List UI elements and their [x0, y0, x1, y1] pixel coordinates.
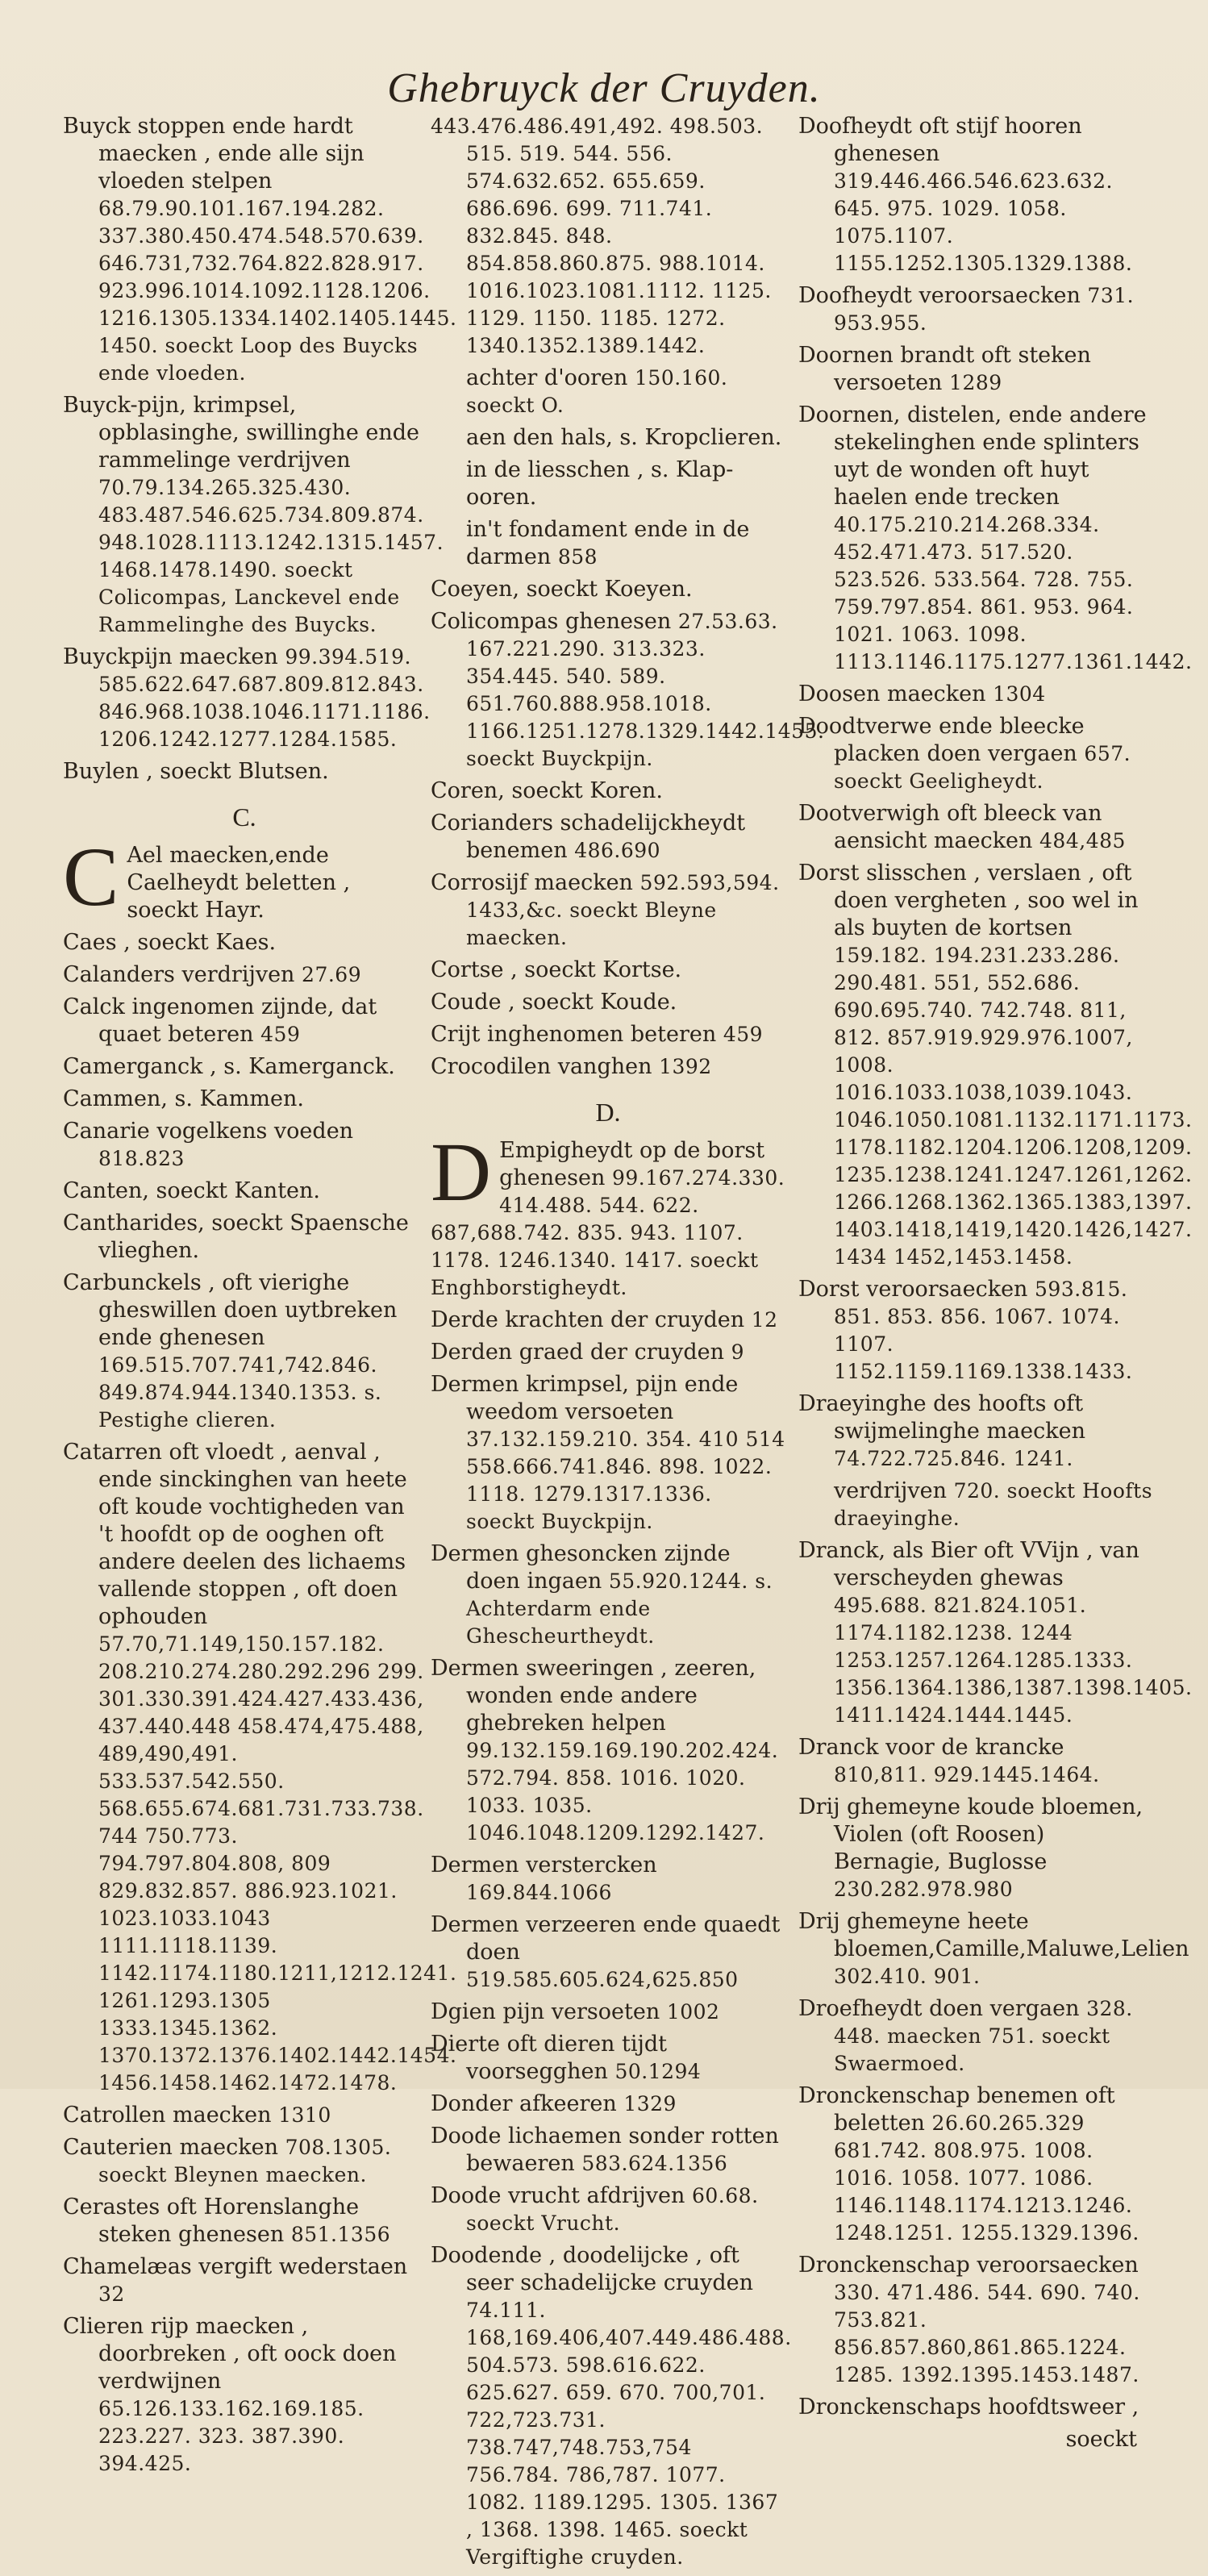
- drop-cap-c: C: [63, 831, 119, 923]
- entry-page-refs: 27.53.63. 167.221.290. 313.323. 354.445. 540. 589. 651.760.888.958.1018. 1166.1251.1278.1329.1442.1455. soeckt Buyckpijn.: [466, 610, 825, 770]
- entry-page-refs: 40.175.210.214.268.334. 452.471.473. 517.520. 523.526. 533.564. 728. 755. 759.797.854. 861. 953. 964. 1021. 1063. 1098. 1113.1146.1175.1277.1361.1442.: [834, 513, 1193, 673]
- entry-text: Doofheydt veroorsaecken: [798, 283, 1081, 308]
- index-entry-draeyinghe: [798, 1390, 1153, 1473]
- entry-text: Drij ghemeyne koude bloemen, Violen (oft Roosen) Bernagie, Buglosse: [798, 1794, 1143, 1874]
- entry-page-refs: 851.1356: [290, 2223, 391, 2246]
- entry-text: Doornen, distelen, ende andere stekelinghen ende splinters uyt de wonden oft huyt haelen ende trecken: [798, 402, 1147, 510]
- entry-text: Cerastes oft Horenslanghe steken ghenesen: [63, 2195, 360, 2247]
- entry-text: Dronckenschap veroorsaecken: [798, 2253, 1139, 2278]
- entry-page-refs: 592.593,594. 1433,&c. soeckt Bleyne maecken.: [466, 871, 780, 949]
- entry-text: Dorst slisschen , verslaen , oft doen vergheten , soo wel in als buyten de kortsen: [798, 861, 1139, 940]
- entry-page-refs: 708.1305. soeckt Bleynen maecken.: [98, 2136, 392, 2186]
- entry-page-refs: 330. 471.486. 544. 690. 740. 753.821. 856.857.860,861.865.1224. 1285. 1392.1395.1453.1487.: [834, 2281, 1140, 2386]
- entry-text: Dronckenschap benemen oft beletten: [798, 2083, 1115, 2136]
- index-entry-dranck-krancke: [798, 1734, 1153, 1789]
- entry-page-refs: 495.688. 821.824.1051. 1174.1182.1238. 1244 1253.1257.1264.1285.1333. 1356.1364.1386,1387.1398.1405. 1411.1424.1444.1445.: [834, 1594, 1193, 1727]
- index-entry-cauterien: [63, 2134, 426, 2189]
- index-entry-clieren: [63, 2313, 426, 2478]
- entry-page-refs: 74.722.725.846. 1241.: [834, 1447, 1073, 1470]
- index-entry-aen-den-hals: [431, 424, 785, 452]
- entry-page-refs: 810,811. 929.1445.1464.: [834, 1763, 1100, 1786]
- entry-page-refs: 731. 953.955.: [834, 284, 1135, 335]
- entry-page-refs: 657. soeckt Geeligheydt.: [834, 742, 1131, 793]
- entry-text: Dronckenschaps hoofdtsweer ,: [798, 2395, 1139, 2420]
- page-header: Ghebruyck der Cruyden.: [387, 65, 821, 111]
- index-entry-doornen-brandt: [798, 342, 1153, 397]
- index-entry-in-de-liesschen: [431, 456, 785, 511]
- entry-page-refs: 26.60.265.329 681.742. 808.975. 1008. 1016. 1058. 1077. 1086. 1146.1148.1174.1213.1246. 1248.1251. 1255.1329.1396.: [834, 2111, 1139, 2245]
- index-entry-dgien: [431, 1999, 785, 2026]
- entry-page-refs: 99.394.519. 585.622.647.687.809.812.843. 846.968.1038.1046.1171.1186. 1206.1242.1277.1284.1585.: [98, 645, 431, 751]
- index-entry-doode-lichaemen: [431, 2123, 785, 2178]
- entry-text: Draeyinghe des hoofts oft swijmelinghe maecken: [798, 1391, 1085, 1444]
- entry-text: Caes , soeckt Kaes.: [63, 930, 277, 955]
- entry-page-refs: 55.920.1244. s. Achterdarm ende Ghescheurtheydt.: [466, 1569, 773, 1648]
- entry-text: Cantharides, soeckt Spaensche vlieghen.: [63, 1211, 409, 1263]
- index-entry-buylen: [63, 758, 426, 786]
- index-entry-calck: [63, 994, 426, 1048]
- entry-text: Catrollen maecken: [63, 2103, 272, 2128]
- index-column-3: [798, 113, 1193, 2453]
- index-entry-dermen-sweeringen: [431, 1655, 785, 1847]
- entry-page-refs: 1329: [623, 2092, 677, 2115]
- index-entry-doosen: [798, 681, 1153, 708]
- entry-text: Empigheydt op de borst ghenesen: [499, 1138, 765, 1190]
- index-entry-carbunckels: [63, 1269, 426, 1434]
- index-entry-doofheydt-veroorsaecken: [798, 282, 1153, 337]
- entry-page-refs: 858: [557, 545, 598, 569]
- entry-text: Buyck stoppen ende hardt maecken , ende alle sijn vloeden stelpen: [63, 114, 364, 194]
- catchword: soeckt: [1065, 2427, 1137, 2452]
- entry-text: Doodtverwe ende bleecke placken doen vergaen: [798, 714, 1085, 766]
- entry-text: Cammen, s. Kammen.: [63, 1086, 304, 1111]
- index-entry-achter: [431, 365, 785, 419]
- entry-page-refs: 9: [731, 1340, 744, 1364]
- index-entry-dierte: [431, 2031, 785, 2086]
- entry-text: Derden graed der cruyden: [431, 1340, 724, 1365]
- index-entry-draeyinghe-sub: [798, 1478, 1153, 1532]
- index-entry-dempigheydt: [431, 1126, 785, 1302]
- index-entry-cantharides: [63, 1210, 426, 1265]
- index-entry-buyck-pijn: [63, 392, 444, 639]
- entry-page-refs: 50.1294: [614, 2060, 702, 2083]
- entry-text: Doosen maecken: [798, 682, 986, 707]
- index-entry-caes: [63, 929, 426, 957]
- index-column-1: [63, 113, 457, 2482]
- entry-text: Ael maecken,ende Caelheydt beletten , soeckt Hayr.: [127, 843, 351, 923]
- index-entry-derden-graed: [431, 1339, 785, 1366]
- entry-page-refs: 27.69: [302, 963, 362, 986]
- index-entry-donder: [431, 2090, 785, 2118]
- index-entry-crocodilen: [431, 1053, 785, 1081]
- index-entry-camerganck: [63, 1053, 426, 1081]
- entry-text: Canarie vogelkens voeden: [63, 1119, 354, 1144]
- entry-page-refs: 1304: [993, 682, 1046, 706]
- entry-text: Dorst veroorsaecken: [798, 1277, 1028, 1302]
- entry-text: Corianders schadelijckheydt benemen: [431, 811, 746, 863]
- entry-text: Dermen verstercken: [431, 1853, 657, 1878]
- entry-text: Coeyen, soeckt Koeyen.: [431, 577, 693, 602]
- entry-text: verdrijven: [834, 1478, 947, 1503]
- entry-page-refs: 519.585.605.624,625.850: [466, 1968, 739, 1991]
- index-entry-cael: [63, 831, 426, 924]
- entry-page-refs: 720. soeckt Hoofts draeyinghe.: [834, 1479, 1153, 1530]
- entry-text: Dgien pijn versoeten: [431, 1999, 660, 2024]
- entry-text: Colicompas ghenesen: [431, 609, 672, 634]
- section-heading-c: C.: [232, 802, 256, 832]
- entry-text: aen den hals, s. Kropclieren.: [466, 425, 782, 450]
- entry-text: Buylen , soeckt Blutsen.: [63, 759, 329, 784]
- entry-text: Cauterien maecken: [63, 2135, 278, 2160]
- entry-page-refs: 32: [98, 2282, 125, 2306]
- entry-page-refs: 583.624.1356: [581, 2152, 728, 2175]
- index-entry-drij-koude: [798, 1794, 1153, 1903]
- index-entry-dranck: [798, 1537, 1193, 1729]
- index-entry-dronckenschap-benemen: [798, 2082, 1153, 2247]
- index-entry-cortse: [431, 957, 785, 984]
- index-entry-dermen-krimpsel: [431, 1371, 785, 1536]
- index-entry-coeyen: [431, 576, 785, 603]
- index-entry-calanders: [63, 961, 426, 989]
- entry-page-refs: 65.126.133.162.169.185. 223.227. 323. 387.390. 394.425.: [98, 2397, 364, 2475]
- entry-page-refs: 57.70,71.149,150.157.182. 208.210.274.280.292.296 299. 301.330.391.424.427.433.436, 437.440.448 458.474,475.488, 489,490,491. 533.537.542.550. 568.655.674.681.731.733.738. 744 750.773. 794.797.804.808, 809 829.832.857. 886.923.1021. 1023.1033.1043 1111.1118.1139. 1142.1174.1180.1211,1212.1241. 1261.1293.1305 1333.1345.1362. 1370.1372.1376.1402.1442.1454. 1456.1458.1462.1472.1478.: [98, 1632, 457, 2095]
- entry-text: Doode lichaemen sonder rotten bewaeren: [431, 2124, 779, 2176]
- entry-page-refs: 486.690: [574, 839, 661, 862]
- index-entry-droefheydt: [798, 1995, 1153, 2078]
- entry-text: Carbunckels , oft vierighe gheswillen doen uytbreken ende ghenesen: [63, 1270, 398, 1350]
- index-entry-dermen-verzeeren: [431, 1911, 785, 1994]
- index-entry-corianders: [431, 810, 785, 865]
- index-entry-doodende: [431, 2242, 792, 2571]
- entry-page-refs: 230.282.978.980: [834, 1878, 1014, 1901]
- index-entry-catrollen: [63, 2102, 426, 2129]
- drop-cap-d: D: [431, 1126, 492, 1219]
- entry-text: Dranck, als Bier oft VVijn , van verscheyden ghewas: [798, 1538, 1139, 1590]
- entry-text: Crijt inghenomen beteren: [431, 1022, 717, 1047]
- index-entry-doornen-distelen: [798, 402, 1193, 676]
- entry-text: Corrosijf maecken: [431, 870, 633, 895]
- index-entry-canarie: [63, 1118, 426, 1173]
- entry-text: Dermen krimpsel, pijn ende weedom versoeten: [431, 1372, 739, 1424]
- index-entry-dorst-slisschen: [798, 860, 1193, 1271]
- entry-text: Canten, soeckt Kanten.: [63, 1178, 320, 1203]
- entry-text: Doode vrucht afdrijven: [431, 2183, 685, 2208]
- entry-page-refs: 70.79.134.265.325.430. 483.487.546.625.734.809.874. 948.1028.1113.1242.1315.1457. 1468.1478.1490. soeckt Colicompas, Lanckevel ende Rammelinghe des Buycks.: [98, 476, 444, 636]
- index-entry-dronckenschap-veroorsaecken: [798, 2252, 1153, 2389]
- index-entry-cerastes: [63, 2194, 426, 2249]
- entry-text: Buyck-pijn, krimpsel, opblasinghe, swillinghe ende rammelinge verdrijven: [63, 393, 420, 473]
- index-entry-dronckenschaps: [798, 2394, 1153, 2421]
- entry-text: Calck ingenomen zijnde, dat quaet beteren: [63, 994, 377, 1047]
- entry-text: in de liesschen , s. Klap-ooren.: [466, 457, 734, 510]
- entry-text: Derde krachten der cruyden: [431, 1307, 745, 1332]
- entry-text: Donder afkeeren: [431, 2091, 617, 2116]
- entry-text: Coude , soeckt Koude.: [431, 990, 677, 1015]
- entry-text: Camerganck , s. Kamerganck.: [63, 1054, 395, 1079]
- entry-text: Dermen ghesoncken zijnde doen ingaen: [431, 1541, 731, 1594]
- entry-page-refs: 818.823: [98, 1147, 185, 1170]
- entry-page-refs: 37.132.159.210. 354. 410 514 558.666.741.846. 898. 1022. 1118. 1279.1317.1336. soeckt Buyckpijn.: [466, 1428, 785, 1533]
- entry-text: Crocodilen vanghen: [431, 1054, 652, 1079]
- index-entry-chamelaeas: [63, 2253, 426, 2308]
- index-entry-dootverwigh: [798, 800, 1153, 855]
- entry-page-refs: 99.167.274.330. 414.488. 544. 622. 687,688.742. 835. 943. 1107. 1178. 1246.1340. 1417. soeckt Enghborstigheydt.: [431, 1166, 785, 1299]
- index-entry-coude: [431, 989, 785, 1016]
- entry-text: Doodende , doodelijcke , oft seer schadelijcke cruyden: [431, 2243, 754, 2295]
- entry-text: Dermen sweeringen , zeeren, wonden ende andere ghebreken helpen: [431, 1656, 756, 1736]
- entry-text: Dootverwigh oft bleeck van aensicht maecken: [798, 801, 1102, 853]
- entry-text: Buyckpijn maecken: [63, 644, 278, 669]
- entry-page-refs: 593.815. 851. 853. 856. 1067. 1074. 1107. 1152.1159.1169.1338.1433.: [834, 1278, 1133, 1383]
- index-entry-cammen: [63, 1086, 426, 1113]
- section-heading-d: D.: [595, 1098, 621, 1127]
- entry-page-refs: 12: [751, 1308, 778, 1332]
- entry-text: Dermen verzeeren ende quaedt doen: [431, 1912, 781, 1965]
- index-entry-coren: [431, 777, 785, 805]
- index-entry-int-fondament: [431, 516, 785, 571]
- entry-page-refs: 328. 448. maecken 751. soeckt Swaermoed.: [834, 1997, 1133, 2075]
- entry-page-refs: 302.410. 901.: [834, 1965, 981, 1988]
- index-entry-dermen-verstercken: [431, 1852, 785, 1907]
- index-entry-colicompas: [431, 608, 825, 773]
- index-entry-doode-vrucht: [431, 2182, 785, 2237]
- index-entry-dorst-veroorsaecken: [798, 1276, 1153, 1386]
- index-entry-crijt: [431, 1021, 785, 1048]
- entry-text: Chamelæas vergift wederstaen: [63, 2254, 408, 2279]
- entry-text: Dranck voor de krancke: [798, 1735, 1064, 1760]
- entry-page-refs: 159.182. 194.231.233.286. 290.481. 551, 552.686. 690.695.740. 742.748. 811, 812. 857.919.929.976.1007, 1008. 1016.1033.1038,1039.1043. 1046.1050.1081.1132.1171.1173. 1178.1182.1204.1206.1208,1209. 1235.1238.1241.1247.1261,1262. 1266.1268.1362.1365.1383,1397. 1403.1418,1419,1420.1426,1427. 1434 1452,1453.1458.: [834, 944, 1193, 1269]
- index-entry-dermen-ghesoncken: [431, 1540, 785, 1650]
- entry-page-refs: 1002: [666, 2000, 720, 2024]
- entry-page-refs: 169.844.1066: [466, 1881, 612, 1904]
- entry-page-refs: 1310: [278, 2103, 331, 2127]
- entry-page-refs: 1392: [659, 1055, 712, 1078]
- entry-text: Cortse , soeckt Kortse.: [431, 957, 682, 982]
- entry-text: Clieren rijp maecken , doorbreken , oft oock doen verdwijnen: [63, 2314, 397, 2394]
- index-entry-buyck-stoppen: [63, 113, 457, 387]
- entry-page-refs: 459: [723, 1023, 764, 1046]
- continued-refs: 443.476.486.491,492. 498.503. 515. 519. 544. 556. 574.632.652. 655.659. 686.696. 699. 711.741. 832.845. 848. 854.858.860.875. 988.1014. 1016.1023.1081.1112. 1125. 1129. 1150. 1185. 1272. 1340.1352.1389.1442.: [431, 115, 772, 357]
- index-entry-corrosijf: [431, 869, 785, 952]
- index-entry-buyckpijn-maecken: [63, 644, 431, 753]
- entry-page-refs: 68.79.90.101.167.194.282. 337.380.450.474.548.570.639. 646.731,732.764.822.828.917. 923.996.1014.1092.1128.1206. 1216.1305.1334.1402.1405.1445. 1450. soeckt Loop des Buycks ende vloeden.: [98, 197, 457, 385]
- index-entry-catarren: [63, 1439, 457, 2097]
- index-entry-drij-heete: [798, 1908, 1189, 1990]
- entry-page-refs: 459: [260, 1023, 301, 1046]
- index-entry-derde-krachten: [431, 1307, 785, 1334]
- entry-page-refs: 60.68. soeckt Vrucht.: [466, 2184, 759, 2235]
- entry-text: Doofheydt oft stijf hooren ghenesen: [798, 114, 1082, 166]
- entry-page-refs: 484,485: [1039, 829, 1126, 852]
- entry-text: Doornen brandt oft steken versoeten: [798, 343, 1091, 395]
- index-entry-canten: [63, 1178, 426, 1205]
- entry-text: achter d'ooren: [466, 365, 628, 390]
- index-column-2: [431, 113, 825, 2576]
- entry-page-refs: 169.515.707.741,742.846. 849.874.944.1340.1353. s. Pestighe clieren.: [98, 1353, 382, 1432]
- entry-text: Droefheydt doen vergaen: [798, 1996, 1080, 2021]
- entry-text: Drij ghemeyne heete bloemen,Camille,Maluwe,Lelien: [798, 1909, 1189, 1961]
- entry-page-refs: 1289: [949, 371, 1002, 394]
- entry-text: Coren, soeckt Koren.: [431, 778, 663, 803]
- entry-text: in't fondament ende in de darmen: [466, 517, 750, 569]
- entry-text: Calanders verdrijven: [63, 962, 295, 987]
- index-entry-doodtverwe: [798, 713, 1153, 795]
- entry-page-refs: 150.160. soeckt O.: [466, 366, 728, 417]
- entry-page-refs: 319.446.466.546.623.632. 645. 975. 1029. 1058. 1075.1107. 1155.1252.1305.1329.1388.: [834, 169, 1133, 275]
- entry-page-refs: 74.111. 168,169.406,407.449.486.488. 504.573. 598.616.622. 625.627. 659. 670. 700,701. 722,723.731. 738.747,748.753,754 756.784. 786,787. 1077. 1082. 1189.1295. 1305. 1367 , 1368. 1398. 1465. soeckt Vergiftighe cruyden.: [466, 2299, 792, 2569]
- index-entry-doofheydt: [798, 113, 1153, 277]
- entry-text: Catarren oft vloedt , aenval , ende sinckinghen van heete oft koude vochtigheden van 't hoofdt op de ooghen oft andere deelen des lichaems vallende stoppen , oft doen ophouden: [63, 1440, 407, 1629]
- entry-text: Dierte oft dieren tijdt voorsegghen: [431, 2032, 668, 2084]
- entry-page-refs: 99.132.159.169.190.202.424. 572.794. 858. 1016. 1020. 1033. 1035. 1046.1048.1209.1292.1427.: [466, 1739, 779, 1844]
